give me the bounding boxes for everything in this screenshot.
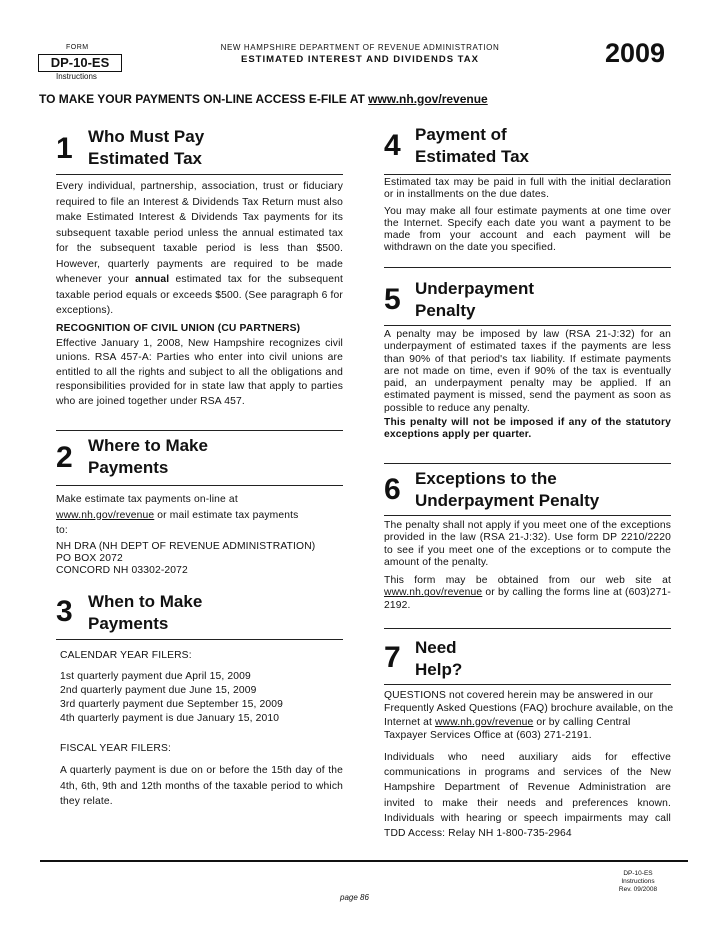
calendar-year-heading: CALENDAR YEAR FILERS:	[60, 650, 192, 661]
mailing-address: NH DRA (NH DEPT OF REVENUE ADMINISTRATION) PO BOX 2072 CONCORD NH 03302-2072	[56, 541, 316, 576]
section-1-number: 1	[56, 132, 73, 165]
civil-union-heading: RECOGNITION OF CIVIL UNION (CU PARTNERS)	[56, 323, 301, 334]
page-number: page 86	[340, 893, 369, 902]
payment-date: 1st quarterly payment due April 15, 2009	[60, 671, 251, 682]
department-name: NEW HAMPSHIRE DEPARTMENT OF REVENUE ADMINISTRATION	[220, 43, 500, 52]
section-2-body: Make estimate tax payments on-line at www.nh.gov/revenue or mail estimate tax payments to:	[56, 494, 299, 536]
form-number: DP-10-ES	[38, 54, 122, 72]
section-1-end-rule	[56, 430, 343, 431]
section-1-paragraph: Every individual, partnership, association, trust or fiduciary required to file an Interest & Dividends Tax Return must also make Estimated Interest & Dividends Tax payments for its subsequent taxable period unless the annual estimated tax for the subsequent taxable period is less than $500. However, quarterly payments are required to be made whenever your annual estimated tax for the subsequent taxable period equals or exceeds $500. (See paragraph 6 for exceptions).	[56, 181, 343, 316]
civil-union-body: Effective January 1, 2008, New Hampshire recognizes civil unions. RSA 457-A: Parties who enter into civil unions are entitled to all the rights and subject to all the obligations and responsibilities provided for in state law that apply to parties who are joined together under RSA 457.	[56, 337, 343, 407]
section-4-end-rule	[384, 267, 671, 268]
section-5-number: 5	[384, 283, 401, 316]
efile-banner	[39, 92, 488, 106]
section-7-number: 7	[384, 641, 401, 674]
section-7-rule	[384, 684, 671, 685]
section-2-number: 2	[56, 441, 73, 474]
civil-union-block	[56, 322, 343, 409]
payment-schedule	[60, 670, 350, 726]
section-3-title: When to Make Payments	[88, 592, 203, 633]
section-6-end-rule	[384, 628, 671, 629]
section-7-link[interactable]: www.nh.gov/revenue	[435, 716, 534, 728]
tax-year: 2009	[605, 38, 666, 68]
section-6-link[interactable]: www.nh.gov/revenue	[384, 587, 483, 599]
section-4-rule	[384, 174, 671, 175]
penalty-exception-note: This penalty will not be imposed if any of the statutory exceptions apply per quarter.	[384, 417, 671, 441]
section-3-rule	[56, 639, 343, 640]
payment-date: 3rd quarterly payment due September 15, 2009	[60, 699, 283, 710]
form-label: FORM	[66, 44, 89, 51]
section-4-body: Estimated tax may be paid in full with the initial declaration or in installments on the due dates. You may make all four estimate payments at one time over the Internet. Specify each date you want a payment to be made from your account and each payment will be withdrawn on the date you specified.	[384, 177, 671, 254]
section-4-title: Payment of Estimated Tax	[415, 125, 530, 166]
section-5-body: A penalty may be imposed by law (RSA 21-J:32) for an underpayment of estimated taxes if the payments are less than 90% of that period's tax liability. If estimate payments are not made on time, even if 90% of the tax is eventually paid, an underpayment penalty may be applied. If an estimated payment is missed, send the payment as soon as possible to reduce any penalty. This penalty will not be imposed if any of the statutory exceptions apply per quarter.	[384, 329, 671, 441]
efile-link[interactable]: www.nh.gov/revenue	[368, 92, 488, 106]
payment-date: 2nd quarterly payment due June 15, 2009	[60, 685, 257, 696]
section-6-number: 6	[384, 473, 401, 506]
footer-rule	[40, 860, 688, 862]
efile-text: TO MAKE YOUR PAYMENTS ON-LINE ACCESS E-FILE AT	[39, 92, 369, 106]
section-5-title: Underpayment Penalty	[415, 279, 535, 320]
fiscal-year-heading: FISCAL YEAR FILERS:	[60, 743, 172, 754]
section-7-body: QUESTIONS not covered herein may be answered in our Frequently Asked Questions (FAQ) brochure available, on the Internet at www.nh.gov/revenue or by calling Central Taxpayer Services Office at (603) 271-2191.	[384, 690, 674, 741]
section-2-rule	[56, 485, 343, 486]
instructions-label: Instructions	[56, 72, 97, 81]
section-1-rule	[56, 174, 343, 175]
section-3-number: 3	[56, 595, 73, 628]
section-1-body	[56, 179, 343, 319]
section-6-rule	[384, 515, 671, 516]
form-title: ESTIMATED INTEREST AND DIVIDENDS TAX	[241, 54, 479, 65]
section-6-title: Exceptions to the Underpayment Penalty	[415, 469, 600, 510]
fiscal-year-body: A quarterly payment is due on or before the 15th day of the 4th, 6th, 9th and 12th months of the taxable period to which they relate.	[60, 765, 343, 807]
section-5-end-rule	[384, 463, 671, 464]
section-2-title: Where to Make Payments	[88, 436, 208, 477]
section-7-accessibility: Individuals who need auxiliary aids for effective communications in programs and services of the New Hampshire Department of Revenue Administration are invited to make their needs and preferences known. Individuals with hearing or speech impairments may call TDD Access: Relay NH 1-800-735-2964	[384, 752, 671, 840]
section-2-link[interactable]: www.nh.gov/revenue	[56, 509, 155, 521]
section-1-title: Who Must Pay Estimated Tax	[88, 127, 205, 168]
payment-date: 4th quarterly payment is due January 15, 2010	[60, 713, 280, 724]
section-6-body: The penalty shall not apply if you meet one of the exceptions provided in the law (RSA 21-J:32). Use form DP 2210/2220 to see if you meet one of the exceptions or to compute the amount of the penalty. This form may be obtained from our web site at www.nh.gov/revenue or by calling the forms line at (603)271-2192.	[384, 520, 671, 611]
section-5-rule	[384, 325, 671, 326]
section-7-title: Need Help?	[415, 638, 463, 679]
section-4-number: 4	[384, 129, 401, 162]
footer-form-info: DP-10-ES Instructions Rev. 09/2008	[618, 870, 658, 893]
